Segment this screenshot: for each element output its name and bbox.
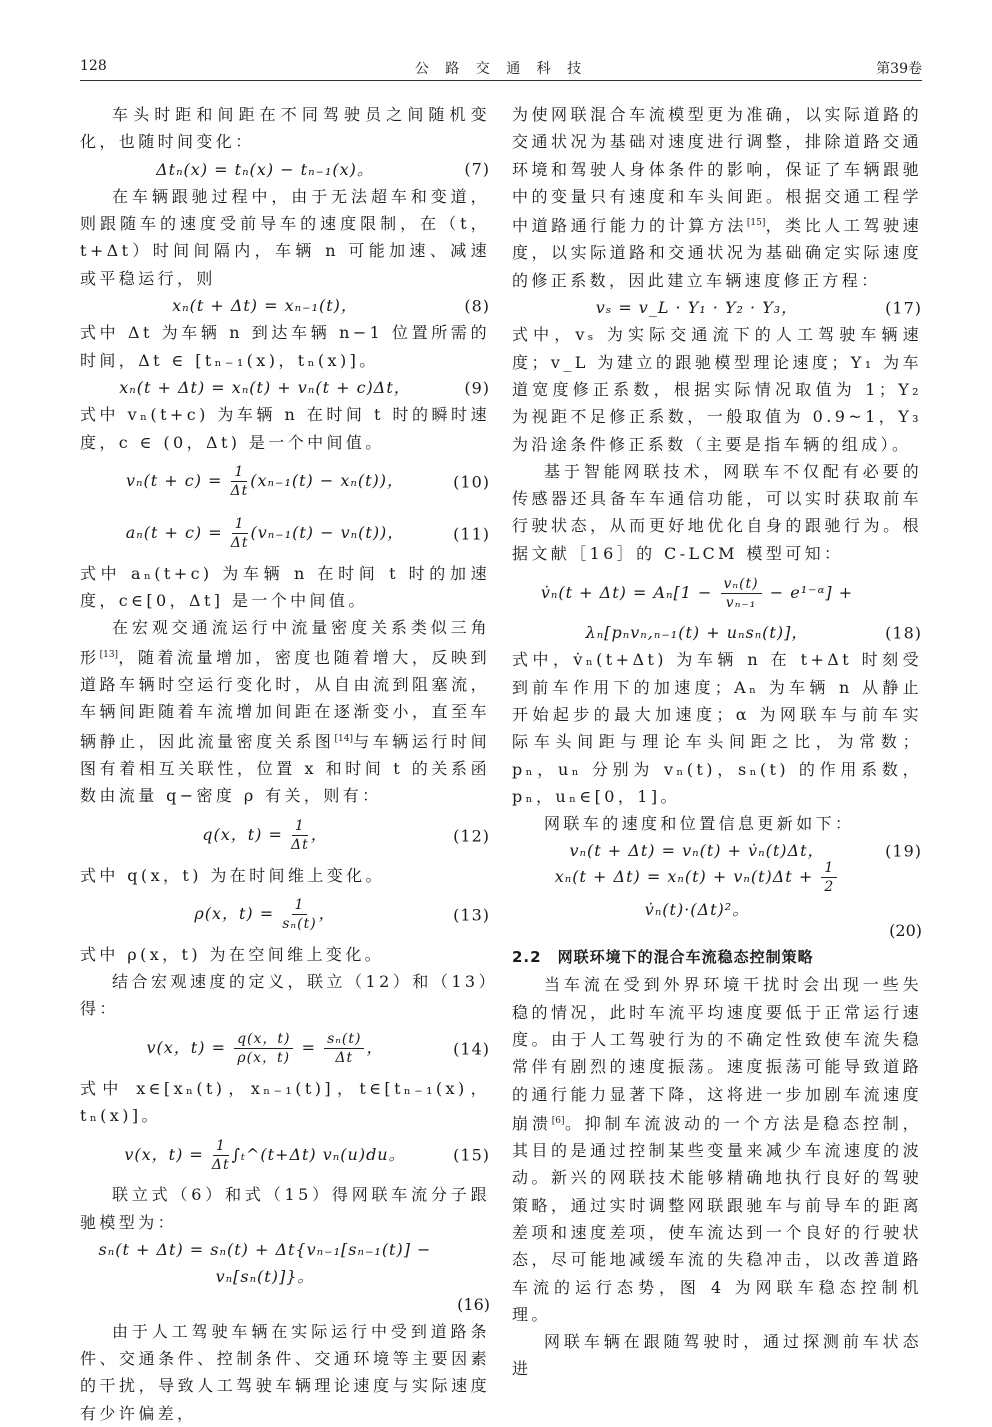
paragraph: 车头时距和间距在不同驾驶员之间随机变化，也随时间变化： [80, 105, 490, 152]
equation-body: vₙ(t + c) = $\frac{1}{\Delta t}$ (xₙ₋₁(t) − xₙ(t))， [125, 464, 405, 500]
fraction-numerator: sₙ(t) [324, 1030, 364, 1049]
fraction-numerator: q(x，t) [234, 1030, 293, 1049]
citation: [13] [99, 649, 119, 660]
equation-number: (12) [453, 825, 490, 845]
equation-number: (9) [464, 377, 490, 397]
paragraph: 网联车辆在跟随驾驶时，通过探测前车状态进 [512, 1332, 922, 1379]
equation-body: v(x，t) = $\frac{q(x,t)}{\rho(x,t)}$ = $\frac{\text{sₙ(t)}}{\Delta t}$ ， [146, 1031, 384, 1067]
fraction-numerator: 1 [232, 515, 248, 534]
equation-number: (11) [453, 524, 490, 544]
equation-body: λₙ[pₙvₙ,ₙ₋₁(t) + uₙsₙ(t)]， [585, 623, 809, 643]
fraction-numerator: 1 [292, 817, 308, 836]
equation-body: ρ(x，t) = $\frac{1}{\text{sₙ(t)}}$ ， [194, 897, 336, 933]
fraction [291, 817, 309, 854]
equation-number: (15) [453, 1145, 490, 1165]
citation: [6] [551, 1115, 565, 1126]
fraction-numerator: 1 [231, 463, 247, 482]
equation [512, 859, 922, 919]
equation [512, 567, 922, 619]
equation [80, 1129, 490, 1181]
volume-label: 第39卷 [876, 61, 922, 77]
equation [80, 456, 490, 508]
fraction-denominator: sₙ(t) [282, 916, 317, 933]
page-number: 128 [80, 58, 107, 74]
paragraph: 由于人工驾驶车辆在实际运行中受到道路条件、交通条件、控制条件、交通环境等主要因素的干扰，导致人工驾驶车辆理论速度与实际速度有少许偏差， [80, 1321, 490, 1423]
equation-number: (14) [453, 1039, 490, 1059]
fraction-denominator: 2 [824, 878, 835, 895]
equation-number: (7) [464, 159, 490, 179]
equation-body: q(x，t) = $\frac{1}{\Delta t}$ ， [202, 818, 328, 854]
fraction-denominator: Δt [211, 1156, 230, 1173]
equation-body: xₙ(t + Δt) = xₙ(t) + vₙ(t + c)Δt， [119, 377, 411, 397]
paragraph: 式中 ρ(x，t) 为在空间维上变化。 [80, 944, 385, 964]
fraction-denominator: vₙ₋₁ [725, 594, 757, 611]
equation-body: v(x，t) = $\frac{1}{\Delta t}$ ∫ₜ^(t+Δt) vₙ(u)du。 [124, 1137, 406, 1173]
paragraph: 当车流在受到外界环境干扰时会出现一些失稳的情况，此时车流平均速度要低于正常运行速度。由于人工驾驶行为的不确定性致使车流失稳常伴有剧烈的速度振荡。速度振荡可能导致道路的通行能力显著下降，这将进一步加剧车流速度崩溃[6]。抑制车流波动的一个方法是稳态控制，其目的是通过控制某些变量来减少车流速度的波动。新兴的网联技术能够精确地执行良好的驾驶策略，通过实时调整网联跟驰车与前导车的距离差项和速度差项，使车流达到一个良好的行驶状态，尽可能地减缓车流的失稳冲击，以改善道路车流的运行态势，图 4 为网联车稳态控制机理。 [512, 975, 922, 1324]
paragraph: 式中，v̇ₙ(t+Δt) 为车辆 n 在 t+Δt 时刻受到前车作用下的加速度；Aₙ 为车辆 n 从静止开始起步的最大加速度；α 为网联车与前车实际车头间距与理论车头间距之比，为常数；pₙ，uₙ 分别为 vₙ(t)，sₙ(t) 的作用系数，pₙ，uₙ∈[0，1]。 [512, 650, 922, 806]
fraction-numerator: vₙ(t) [721, 575, 762, 594]
journal-name: 公 路 交 通 科 技 [414, 61, 588, 77]
fraction-numerator: 1 [821, 859, 837, 878]
paragraph: 结合宏观速度的定义，联立（12）和（13）得： [80, 972, 490, 1019]
paragraph: 在宏观交通流运行中流量密度关系类似三角形[13]，随着流量增加，密度也随着增大，反映到道路车辆时空运行变化时，从自由流到阻塞流，车辆间距随着车流增加间距在逐渐变小，直至车辆静止，因此流量密度关系图[14]与车辆运行时间图有着相互关联性，位置 x 和时间 t 的关系函数由流量 q−密度 ρ 有关，则有： [80, 618, 490, 806]
equation-body: xₙ(t + Δt) = xₙ₋₁(t)， [172, 296, 358, 316]
fraction-denominator: Δt [230, 483, 249, 500]
equation-number: (10) [453, 472, 490, 492]
equation-number: (16) [457, 1294, 490, 1314]
fraction [721, 575, 762, 612]
fraction-denominator: Δt [230, 535, 249, 552]
paragraph: 式中 x∈[xₙ(t)，xₙ₋₁(t)]，t∈[tₙ₋₁(x)，tₙ(x)]。 [80, 1078, 490, 1126]
fraction [231, 515, 249, 552]
paragraph: 式中 Δt 为车辆 n 到达车辆 n−1 位置所需的时间，Δt ∈ [tₙ₋₁(x)，tₙ(x)]。 [80, 323, 490, 370]
equation [80, 374, 490, 401]
equation-number: (19) [885, 841, 922, 861]
equation-body: Δtₙ(x) = tₙ(x) − tₙ₋₁(x)。 [156, 159, 374, 179]
paragraph: 联立式（6）和式（15）得网联车流分子跟驰模型为： [80, 1185, 490, 1232]
equation [80, 508, 490, 560]
equation [80, 1023, 490, 1075]
equation [512, 619, 922, 646]
left-column [80, 101, 490, 1427]
equation-body: aₙ(t + c) = $\frac{1}{\Delta t}$ (vₙ₋₁(t) − vₙ(t))， [125, 516, 405, 552]
fraction [282, 896, 316, 933]
fraction [212, 1137, 230, 1174]
equation [80, 889, 490, 941]
equation [80, 156, 490, 183]
equation [80, 810, 490, 862]
fraction-numerator: 1 [292, 896, 308, 915]
equation-number: (20) [889, 920, 922, 940]
paragraph: 式中 vₙ(t+c) 为车辆 n 在时间 t 时的瞬时速度，c ∈ (0，Δt) 是一个中间值。 [80, 405, 490, 452]
equation [80, 292, 490, 319]
paragraph: 式中，vₛ 为实际交通流下的人工驾驶车辆速度；v_L 为建立的跟驰模型理论速度；Y₁ 为车道宽度修正系数，根据实际情况取值为 1；Y₂ 为视距不足修正系数，一般取值为 0.9~1，Y₃ 为沿途条件修正系数（主要是指车辆的组成）。 [512, 325, 922, 454]
equation [80, 1236, 490, 1291]
equation-number: (17) [885, 298, 922, 318]
paragraph: 为使网联混合车流模型更为准确，以实际道路的交通状况为基础对速度进行调整，排除道路交通环境和驾驶人身体条件的影响，保证了车辆跟驰中的变量只有速度和车头间距。根据交通工程学中道路通行能力的计算方法[15]，类比人工驾驶速度，以实际道路和交通状况为基础确定实际速度的修正系数，因此建立车辆速度修正方程： [512, 105, 922, 290]
fraction [324, 1030, 364, 1067]
equation [512, 294, 922, 321]
running-header [80, 58, 922, 81]
citation: [14] [334, 733, 353, 744]
fraction-denominator: Δt [291, 837, 309, 854]
fraction [234, 1030, 293, 1067]
equation-number: (18) [885, 623, 922, 643]
equation-body: sₙ(t + Δt) = sₙ(t) + Δt{vₙ₋₁[sₙ₋₁(t)] − vₙ[sₙ(t)]}。 [98, 1239, 432, 1287]
right-column [512, 101, 922, 1383]
paragraph: 式中 aₙ(t+c) 为车辆 n 在时间 t 时的加速度，c∈[0，Δt] 是一个中间值。 [80, 563, 490, 611]
equation-body: vₙ(t + Δt) = vₙ(t) + v̇ₙ(t)Δt， [569, 841, 825, 861]
citation: [15] [746, 218, 766, 229]
paragraph: 基于智能网联技术，网联车不仅配有必要的传感器还具备车车通信功能，可以实时获取前车行驶状态，从而更好地优化自身的跟驰行为。根据文献［16］的 C-LCM 模型可知： [512, 461, 922, 563]
fraction [821, 859, 837, 896]
paragraph: 在车辆跟驰过程中，由于无法超车和变道，则跟随车的速度受前导车的速度限制，在（t，t+Δt）时间间隔内，车辆 n 可能加速、减速或平稳运行，则 [80, 186, 490, 288]
fraction-denominator: ρ(x，t) [237, 1050, 291, 1067]
equation-number: (13) [453, 905, 490, 925]
paragraph: 网联车的速度和位置信息更新如下： [544, 814, 855, 834]
equation-body: xₙ(t + Δt) = xₙ(t) + vₙ(t)Δt + $\frac{1}{2}$ v̇ₙ(t)·(Δt)²。 [512, 859, 882, 923]
fraction [231, 463, 249, 500]
equation-body: v̇ₙ(t + Δt) = Aₙ[1 − $\frac{\text{vₙ(t)}}{\text{vₙ₋₁}}$ − e¹⁻ᵅ] + [540, 575, 854, 611]
equation-number: (8) [464, 296, 490, 316]
section-heading: 2.2 网联环境下的混合车流稳态控制策略 [512, 948, 814, 967]
paragraph: 式中 q(x，t) 为在时间维上变化。 [80, 865, 385, 885]
fraction-numerator: 1 [213, 1137, 229, 1156]
equation-body: vₛ = v_L · Y₁ · Y₂ · Y₃， [595, 298, 799, 318]
fraction-denominator: Δt [335, 1050, 354, 1067]
